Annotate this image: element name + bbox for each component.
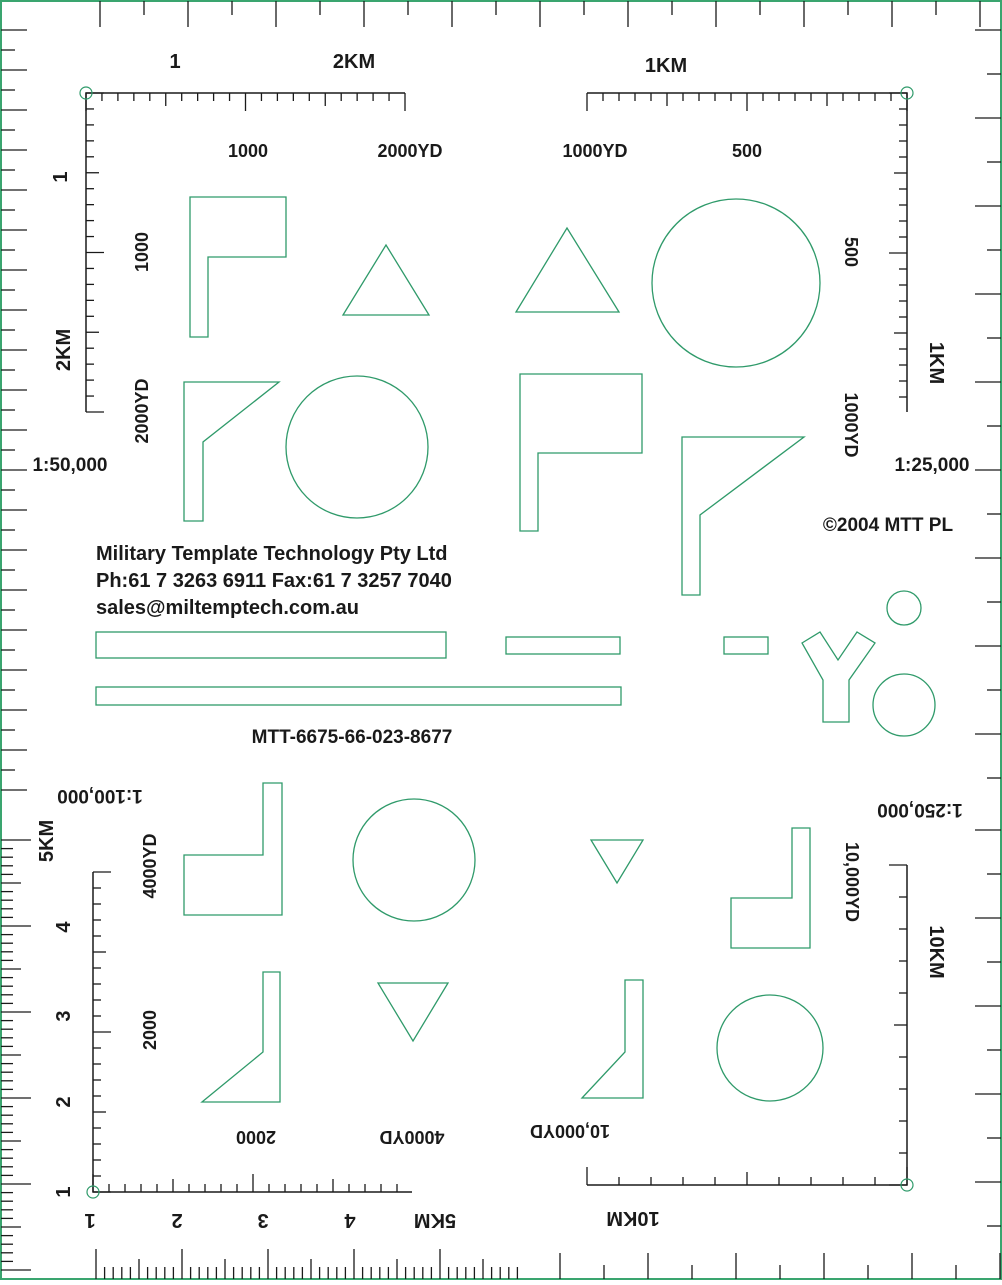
q2-top-label-1000yd: 1000YD: [562, 141, 628, 161]
q3-bottom-label-2: 2: [171, 1209, 183, 1231]
q3-left-label-2000: 2000: [140, 1009, 160, 1051]
q3-left-label-1: 1: [53, 1186, 75, 1198]
cutout-shapes: [96, 197, 935, 1102]
l-shape-cutout: [520, 374, 642, 531]
q3-bottom-label-2000: 2000: [235, 1127, 277, 1147]
q4-right-label-10km: 10KM: [925, 925, 947, 979]
q1-top-label-1000: 1000: [227, 141, 269, 161]
slot-cutout: [96, 687, 621, 705]
q3-bottom-label-4: 4: [344, 1209, 356, 1231]
scale-frames: [86, 93, 907, 1192]
slot-cutout: [506, 637, 620, 654]
q1-top-label-2km: 2KM: [332, 51, 376, 73]
wedge-cutout: [184, 382, 279, 521]
circle-cutout: [717, 995, 823, 1101]
circle-cutout: [873, 674, 935, 736]
company-name: Military Template Technology Pty Ltd: [96, 543, 448, 565]
wedge-cutout: [682, 437, 804, 595]
company-email: sales@miltemptech.com.au: [96, 597, 359, 619]
y-shape-cutout: [802, 632, 875, 722]
l-shape-cutout: [731, 828, 810, 948]
slot-cutout: [724, 637, 768, 654]
q2-right-label-500: 500: [841, 236, 861, 268]
copyright-text: ©2004 MTT PL: [822, 515, 954, 536]
q3-bottom-label-1: 1: [84, 1209, 96, 1231]
q3-scale-label: 1:100,000: [57, 785, 143, 806]
q3-bottom-label-3: 3: [257, 1209, 269, 1231]
q4-scale-label: 1:250,000: [877, 799, 963, 820]
q4-bottom-label-10km: 10KM: [606, 1207, 660, 1229]
circle-cutout: [353, 799, 475, 921]
triangle-cutout: [343, 245, 429, 315]
part-number: MTT-6675-66-023-8677: [251, 727, 453, 748]
triangle-cutout: [591, 840, 643, 883]
l-shape-cutout: [190, 197, 286, 337]
circle-cutout: [887, 591, 921, 625]
q3-left-label-4: 4: [53, 921, 75, 933]
circle-cutout: [286, 376, 428, 518]
wedge-cutout: [582, 980, 643, 1098]
q2-scale-label: 1:25,000: [894, 455, 970, 476]
q2-top-label-1km: 1KM: [644, 55, 688, 77]
q4-bottom-label-10000yd: 10,000YD: [529, 1121, 611, 1141]
q3-bottom-label-4000yd: 4000YD: [379, 1127, 445, 1147]
q1-left-label-1: 1: [50, 171, 72, 183]
q1-left-label-2000yd: 2000YD: [132, 378, 152, 444]
q1-left-label-2km: 2KM: [53, 328, 75, 372]
q1-left-label-1000: 1000: [132, 231, 152, 273]
q3-left-label-2: 2: [53, 1096, 75, 1108]
wedge-cutout: [202, 972, 280, 1102]
q2-top-label-500: 500: [731, 141, 763, 161]
l-shape-cutout: [184, 783, 282, 915]
q2-right-label-1km: 1KM: [925, 341, 947, 385]
q3-left-label-5km: 5KM: [36, 819, 58, 863]
company-phone-fax: Ph:61 7 3263 6911 Fax:61 7 3257 7040: [96, 570, 452, 592]
q3-left-label-4000yd: 4000YD: [140, 833, 160, 899]
q1-scale-label: 1:50,000: [32, 455, 108, 476]
q1-top-label-2000yd: 2000YD: [377, 141, 443, 161]
q3-bottom-label-5km: 5KM: [413, 1209, 457, 1231]
slot-cutout: [96, 632, 446, 658]
circle-cutout: [652, 199, 820, 367]
pivot-holes: [80, 87, 913, 1198]
triangle-cutout: [378, 983, 448, 1041]
q4-right-label-10000yd: 10,000YD: [842, 841, 862, 923]
q3-left-label-3: 3: [53, 1010, 75, 1022]
triangle-cutout: [516, 228, 619, 312]
q1-top-label-1: 1: [169, 51, 181, 73]
q2-right-label-1000yd: 1000YD: [841, 392, 861, 458]
